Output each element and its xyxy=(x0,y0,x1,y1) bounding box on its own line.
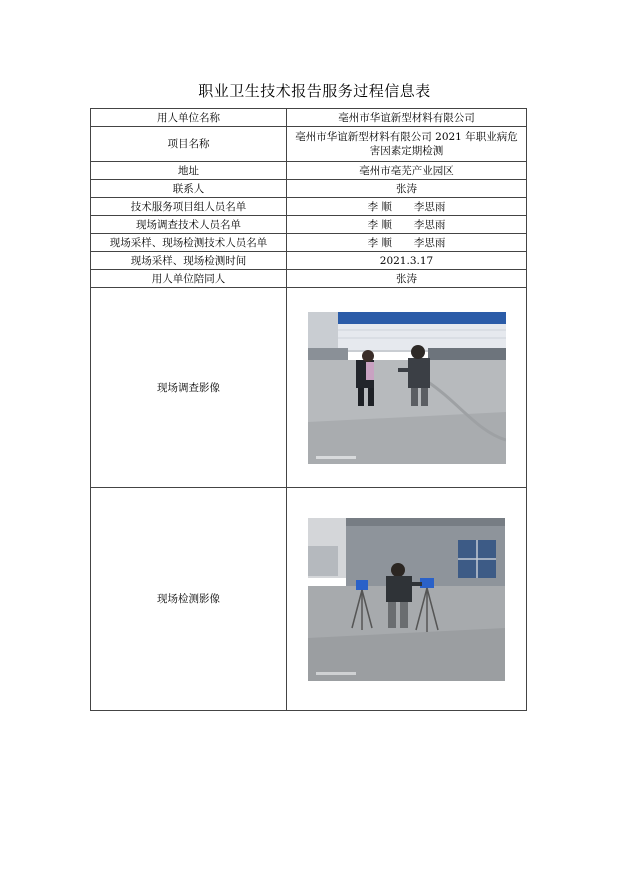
value-cell: 亳州市华谊新型材料有限公司 xyxy=(287,109,527,127)
label-cell: 现场调查影像 xyxy=(91,288,287,488)
table-row xyxy=(91,180,527,198)
value-cell xyxy=(287,216,527,234)
label-cell: 项目名称 xyxy=(91,127,287,162)
survey-photo xyxy=(308,312,506,464)
table-row xyxy=(91,109,527,127)
value-cell: 亳州市亳芜产业园区 xyxy=(287,162,527,180)
photo-cell xyxy=(287,488,527,711)
value-cell: 张涛 xyxy=(287,270,527,288)
value-cell xyxy=(287,198,527,216)
label-cell: 现场采样、现场检测技术人员名单 xyxy=(91,234,287,252)
person-name: 李 顺 xyxy=(367,200,392,213)
photo-cell xyxy=(287,288,527,488)
label-cell: 技术服务项目组人员名单 xyxy=(91,198,287,216)
table-row xyxy=(91,198,527,216)
person-name: 李 顺 xyxy=(367,236,392,249)
page-title: 职业卫生技术报告服务过程信息表 xyxy=(198,82,431,100)
table-row xyxy=(91,162,527,180)
label-cell: 地址 xyxy=(91,162,287,180)
person-name: 李 顺 xyxy=(367,218,392,231)
table-row xyxy=(91,488,527,711)
table-row xyxy=(91,127,527,162)
table-row xyxy=(91,234,527,252)
label-cell: 现场调查技术人员名单 xyxy=(91,216,287,234)
label-cell: 用人单位名称 xyxy=(91,109,287,127)
value-cell xyxy=(287,127,527,162)
person-name: 李思雨 xyxy=(413,236,446,249)
detection-photo xyxy=(308,518,505,681)
value-cell: 2021.3.17 xyxy=(287,252,527,270)
person-name: 李思雨 xyxy=(413,218,446,231)
label-cell: 联系人 xyxy=(91,180,287,198)
table-row xyxy=(91,288,527,488)
table-row xyxy=(91,216,527,234)
value-cell: 张涛 xyxy=(287,180,527,198)
label-cell: 现场检测影像 xyxy=(91,488,287,711)
table-row xyxy=(91,252,527,270)
value-line: 害因素定期检测 xyxy=(369,145,444,157)
table-row xyxy=(91,270,527,288)
person-name: 李思雨 xyxy=(413,200,446,213)
label-cell: 用人单位陪同人 xyxy=(91,270,287,288)
label-cell: 现场采样、现场检测时间 xyxy=(91,252,287,270)
value-cell xyxy=(287,234,527,252)
value-line: 亳州市华谊新型材料有限公司 2021 年职业病危 xyxy=(295,131,518,143)
info-table xyxy=(90,108,527,711)
